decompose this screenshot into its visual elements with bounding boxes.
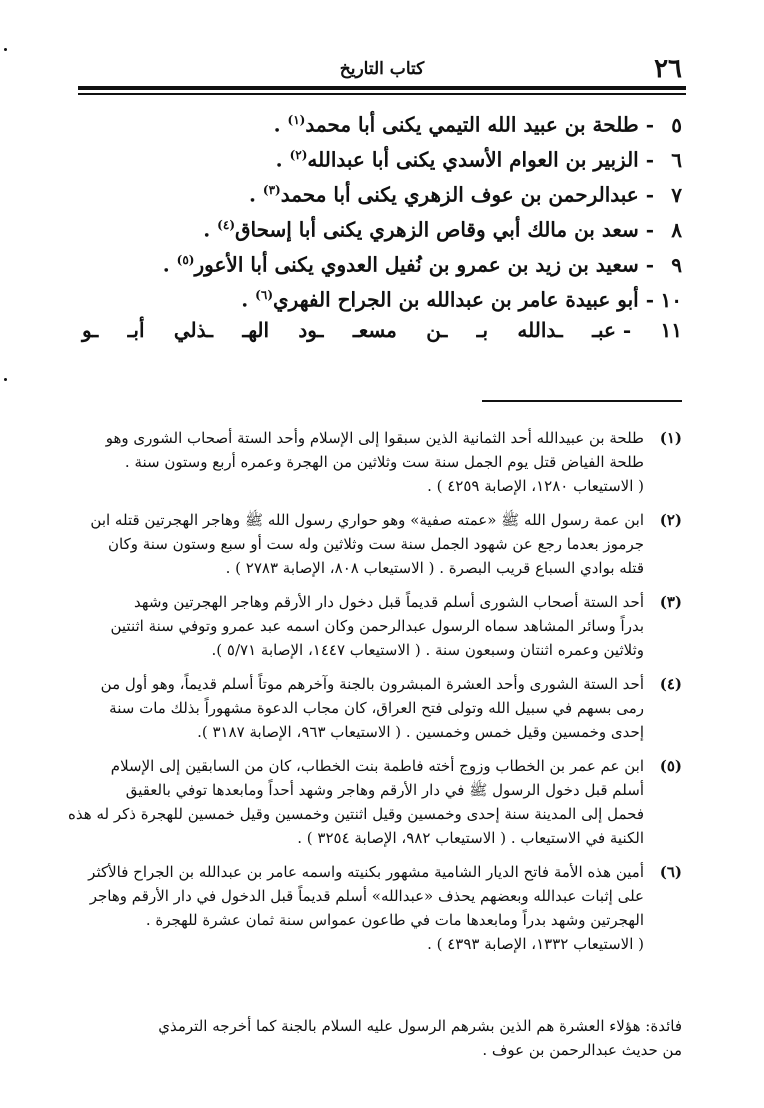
scan-speck — [4, 48, 7, 51]
footnote-number: (٢) — [659, 511, 682, 529]
footnote-number: (٣) — [659, 593, 682, 611]
footnotes — [68, 426, 682, 966]
list-item: ٩- سعيد بن زيد بن عمرو بن نُفيل العدوي يكنى أبا الأعور$^{(٥)}$ . — [162, 252, 682, 277]
running-title: كتاب التاريخ — [339, 59, 425, 79]
footnote-number: (٥) — [659, 757, 682, 775]
footnote-separator — [482, 400, 682, 402]
footnote-ref[interactable]: (١) — [287, 113, 306, 127]
page-number: ٢٦ — [654, 54, 682, 84]
footnote-text: أحد الستة الشورى وأحد العشرة المبشرون بالجنة وآخرهم موتاً أسلم قديماً، وهو أول من رمى بسهم في سبيل الله وتولى فتح العراق، كان مجاب الدعوة مشهوراً بذلك مات سنة إحدى وخمسين وقيل خمس وخمسين . ( الاستيعاب ٩٦٣، الإصابة ٣١٨٧ ). — [100, 675, 644, 741]
footnote-ref[interactable]: (٥) — [176, 253, 195, 267]
list-item: ٥- طلحة بن عبيد الله التيمي يكنى أبا محمد$^{(١)}$ . — [273, 112, 682, 137]
header-rule-thin — [78, 93, 686, 95]
footnote-text: أحد الستة أصحاب الشورى أسلم قديماً قبل دخول دار الأرقم وهاجر الهجرتين وشهد بدراً وسائر المشاهد سماه الرسول عبدالرحمن وكان اسمه عبد عمرو وتوفي سنة اثنتين وثلاثين وعمره اثنتان وسبعون سنة . ( الاستيعاب ١٤٤٧، الإصابة ٥/٧١ ). — [110, 593, 644, 659]
footnote — [82, 508, 682, 580]
footnote-ref[interactable]: (٤) — [217, 218, 235, 232]
page-header — [78, 56, 686, 82]
footnote — [82, 672, 682, 744]
footnote-number: (٤) — [659, 675, 682, 693]
footnote-number: (١) — [659, 429, 682, 447]
footnote-text: ابن عمة رسول الله ﷺ «عمته صفية» وهو حواري رسول الله ﷺ وهاجر الهجرتين قتله ابن جرموز بعدما رجع عن شهود الجمل سنة ست وثلاثين وله ست أو سبع وستون سنة وكان قتله بوادي السباع قريب البصرة . ( الاستيعاب ٨٠٨، الإصابة ٢٧٨٣ ) . — [90, 511, 644, 577]
footnote-ref[interactable]: (٣) — [262, 183, 281, 197]
footnote — [68, 754, 682, 850]
header-rule-thick — [78, 86, 686, 90]
list-item: ٦- الزبير بن العوام الأسدي يكنى أبا عبدالله$^{(٢)}$ . — [275, 147, 682, 172]
list-item: ١٠- أبو عبيدة عامر بن عبدالله بن الجراح الفهري$^{(٦)}$ . — [241, 287, 682, 312]
companions-list — [82, 103, 682, 348]
footnote-ref[interactable]: (٦) — [255, 288, 273, 302]
footnote-text: طلحة بن عبيدالله أحد الثمانية الذين سبقوا إلى الإسلام وأحد الستة أصحاب الشورى وهو طلحة الفياض قتل يوم الجمل سنة ست وثلاثين من الهجرة وعمره أربع وستون سنة . ( الاستيعاب ١٢٨٠، الإصابة ٤٢٥٩ ) . — [105, 429, 644, 495]
footnote — [82, 426, 682, 498]
list-item: ٧- عبدالرحمن بن عوف الزهري يكنى أبا محمد$^{(٣)}$ . — [248, 182, 682, 207]
footnote-text: أمين هذه الأمة فاتح الديار الشامية مشهور بكنيته واسمه عامر بن عبدالله بن الجراح فالأكثر على إثبات عبدالله وبعضهم يحذف «عبدالله» أسلم قديماً قبل الدخول في دار الأرقم وهاجر الهجرتين وشهد بدراً ومابعدها مات في طاعون عمواس سنة ثمان عشرة للهجرة . ( الاستيعاب ١٣٣٢، الإصابة ٤٣٩٣ ) . — [88, 863, 644, 953]
list-item-stretched: ١١ - عبـ ـدالله بـ ـن مسعـ ـود الهـ ـذلي أبـ ـو — [82, 318, 682, 342]
list-item: ٨- سعد بن مالك أبي وقاص الزهري يكنى أبا إسحاق$^{(٤)}$ . — [203, 217, 682, 242]
footnote-text: ابن عم عمر بن الخطاب وزوج أخته فاطمة بنت الخطاب، كان من السابقين إلى الإسلام أسلم قبل دخول الرسول ﷺ في دار الأرقم وهاجر وشهد أحداً ومابعدها توفي بالعقيق فحمل إلى المدينة سنة إحدى وخمسين وقيل اثنتين وخمسين وقيل خمسين للهجرة ذكر له هذه الكنية في الاستيعاب . ( الاستيعاب ٩٨٢، الإصابة ٣٢٥٤ ) . — [68, 757, 644, 847]
footnote-ref[interactable]: (٢) — [289, 148, 308, 162]
benefit-note: فائدة: هؤلاء العشرة هم الذين بشرهم الرسول عليه السلام بالجنة كما أخرجه الترمذي من حديث عبدالرحمن بن عوف . — [158, 1017, 682, 1059]
footnote — [82, 860, 682, 956]
footnote — [82, 590, 682, 662]
scan-speck — [4, 378, 7, 381]
footnote-number: (٦) — [659, 863, 682, 881]
